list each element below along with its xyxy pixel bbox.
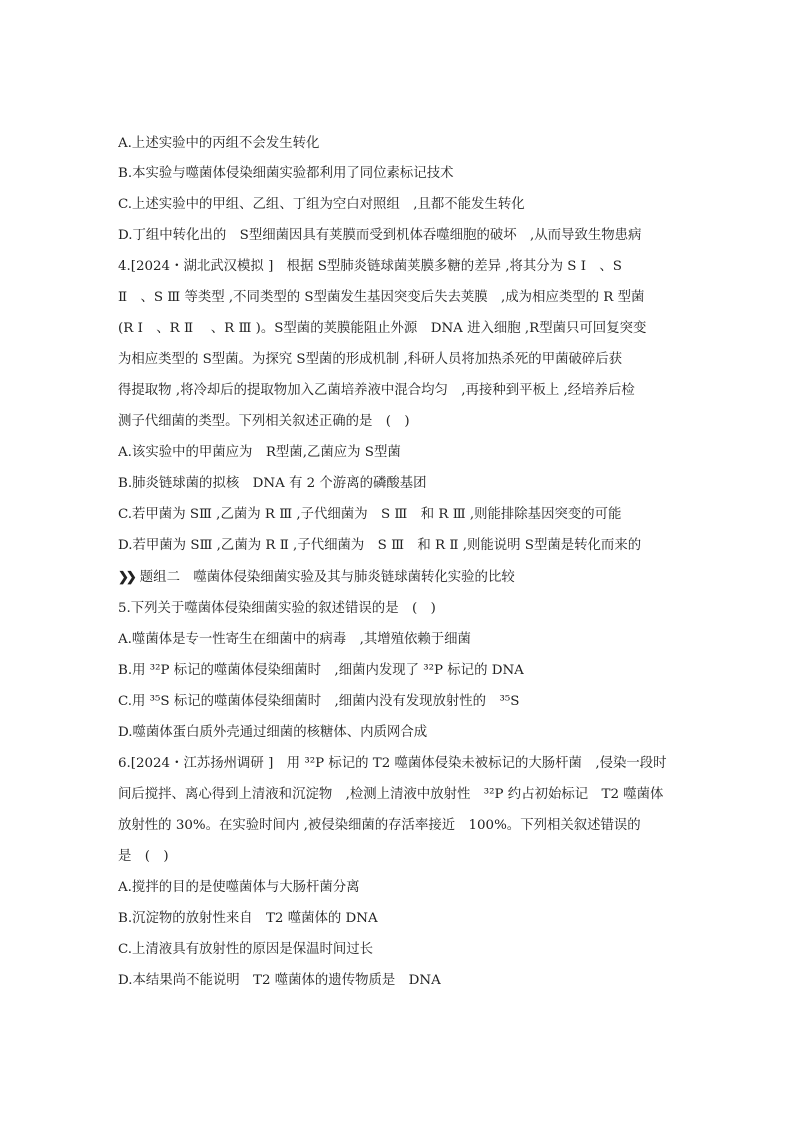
option-4c: C.若甲菌为 SⅢ ,乙菌为 R Ⅲ ,子代细菌为 S Ⅲ 和 R Ⅲ ,则能排除基因突变的可能 [118,507,622,522]
option-5c: C.用 ³⁵S 标记的噬菌体侵染细菌时 ,细菌内没有发现放射性的 ³⁵S [118,694,520,709]
option-6d: D.本结果尚不能说明 T2 噬菌体的遗传物质是 DNA [118,973,441,988]
question-4-line-6: 测子代细菌的类型。下列相关叙述正确的是 ( ) [118,414,410,429]
option-3a: A.上述实验中的丙组不会发生转化 [118,136,320,151]
option-3d: D.丁组中转化出的 S型细菌因具有荚膜而受到机体吞噬细胞的破坏 ,从而导致生物患病 [118,228,642,243]
option-6c: C.上清液具有放射性的原因是保温时间过长 [118,942,374,957]
question-4-line-1: 4.[2024・湖北武汉模拟 ] 根据 S型肺炎链球菌荚膜多糖的差异 ,将其分为 S Ⅰ 、S [118,259,622,274]
question-6-line-3: 放射性的 30%。在实验时间内 ,被侵染细菌的存活率接近 100%。下列相关叙述错误的 [118,818,641,833]
section-heading-text: 题组二 噬菌体侵染细菌实验及其与肺炎链球菌转化实验的比较 [139,570,515,585]
option-4d: D.若甲菌为 SⅢ ,乙菌为 R Ⅱ ,子代细菌为 S Ⅲ 和 R Ⅱ ,则能说明 S型菌是转化而来的 [118,538,642,553]
question-6-line-4: 是 ( ) [118,849,169,864]
question-4-line-3: (R Ⅰ 、R Ⅱ 、R Ⅲ )。S型菌的荚膜能阻止外源 DNA 进入细胞 ,R型菌只可回复突变 [118,321,647,336]
question-4-line-5: 得提取物 ,将冷却后的提取物加入乙菌培养液中混合均匀 ,再接种到平板上 ,经培养后检 [118,383,635,398]
option-3b: B.本实验与噬菌体侵染细菌实验都利用了同位素标记技术 [118,166,454,181]
question-4-line-4: 为相应类型的 S型菌。为探究 S型菌的形成机制 ,科研人员将加热杀死的甲菌破碎后获 [118,352,623,367]
option-3c: C.上述实验中的甲组、乙组、丁组为空白对照组 ,且都不能发生转化 [118,197,525,212]
option-4b: B.肺炎链球菌的拟核 DNA 有 2 个游离的磷酸基团 [118,476,427,491]
section-heading [118,568,678,588]
question-4-line-2: Ⅱ 、S Ⅲ 等类型 ,不同类型的 S型菌发生基因突变后失去荚膜 ,成为相应类型的 R 型菌 [118,290,645,305]
question-6-line-2: 间后搅拌、离心得到上清液和沉淀物 ,检测上清液中放射性 ³²P 约占初始标记 T2 噬菌体 [118,787,664,802]
double-chevron-icon: ❯❯ [118,570,134,585]
option-5b: B.用 ³²P 标记的噬菌体侵染细菌时 ,细菌内发现了 ³²P 标记的 DNA [118,663,524,678]
option-5d: D.噬菌体蛋白质外壳通过细菌的核糖体、内质网合成 [118,725,428,740]
option-5a: A.噬菌体是专一性寄生在细菌中的病毒 ,其增殖依赖于细菌 [118,632,471,647]
question-6-line-1: 6.[2024・江苏扬州调研 ] 用 ³²P 标记的 T2 噬菌体侵染未被标记的大肠杆菌 ,侵染一段时 [118,756,667,771]
option-4a: A.该实验中的甲菌应为 R型菌,乙菌应为 S型菌 [118,445,401,460]
question-5: 5.下列关于噬菌体侵染细菌实验的叙述错误的是 ( ) [118,601,436,616]
option-6a: A.搅拌的目的是使噬菌体与大肠杆菌分离 [118,880,360,895]
option-6b: B.沉淀物的放射性来自 T2 噬菌体的 DNA [118,911,378,926]
